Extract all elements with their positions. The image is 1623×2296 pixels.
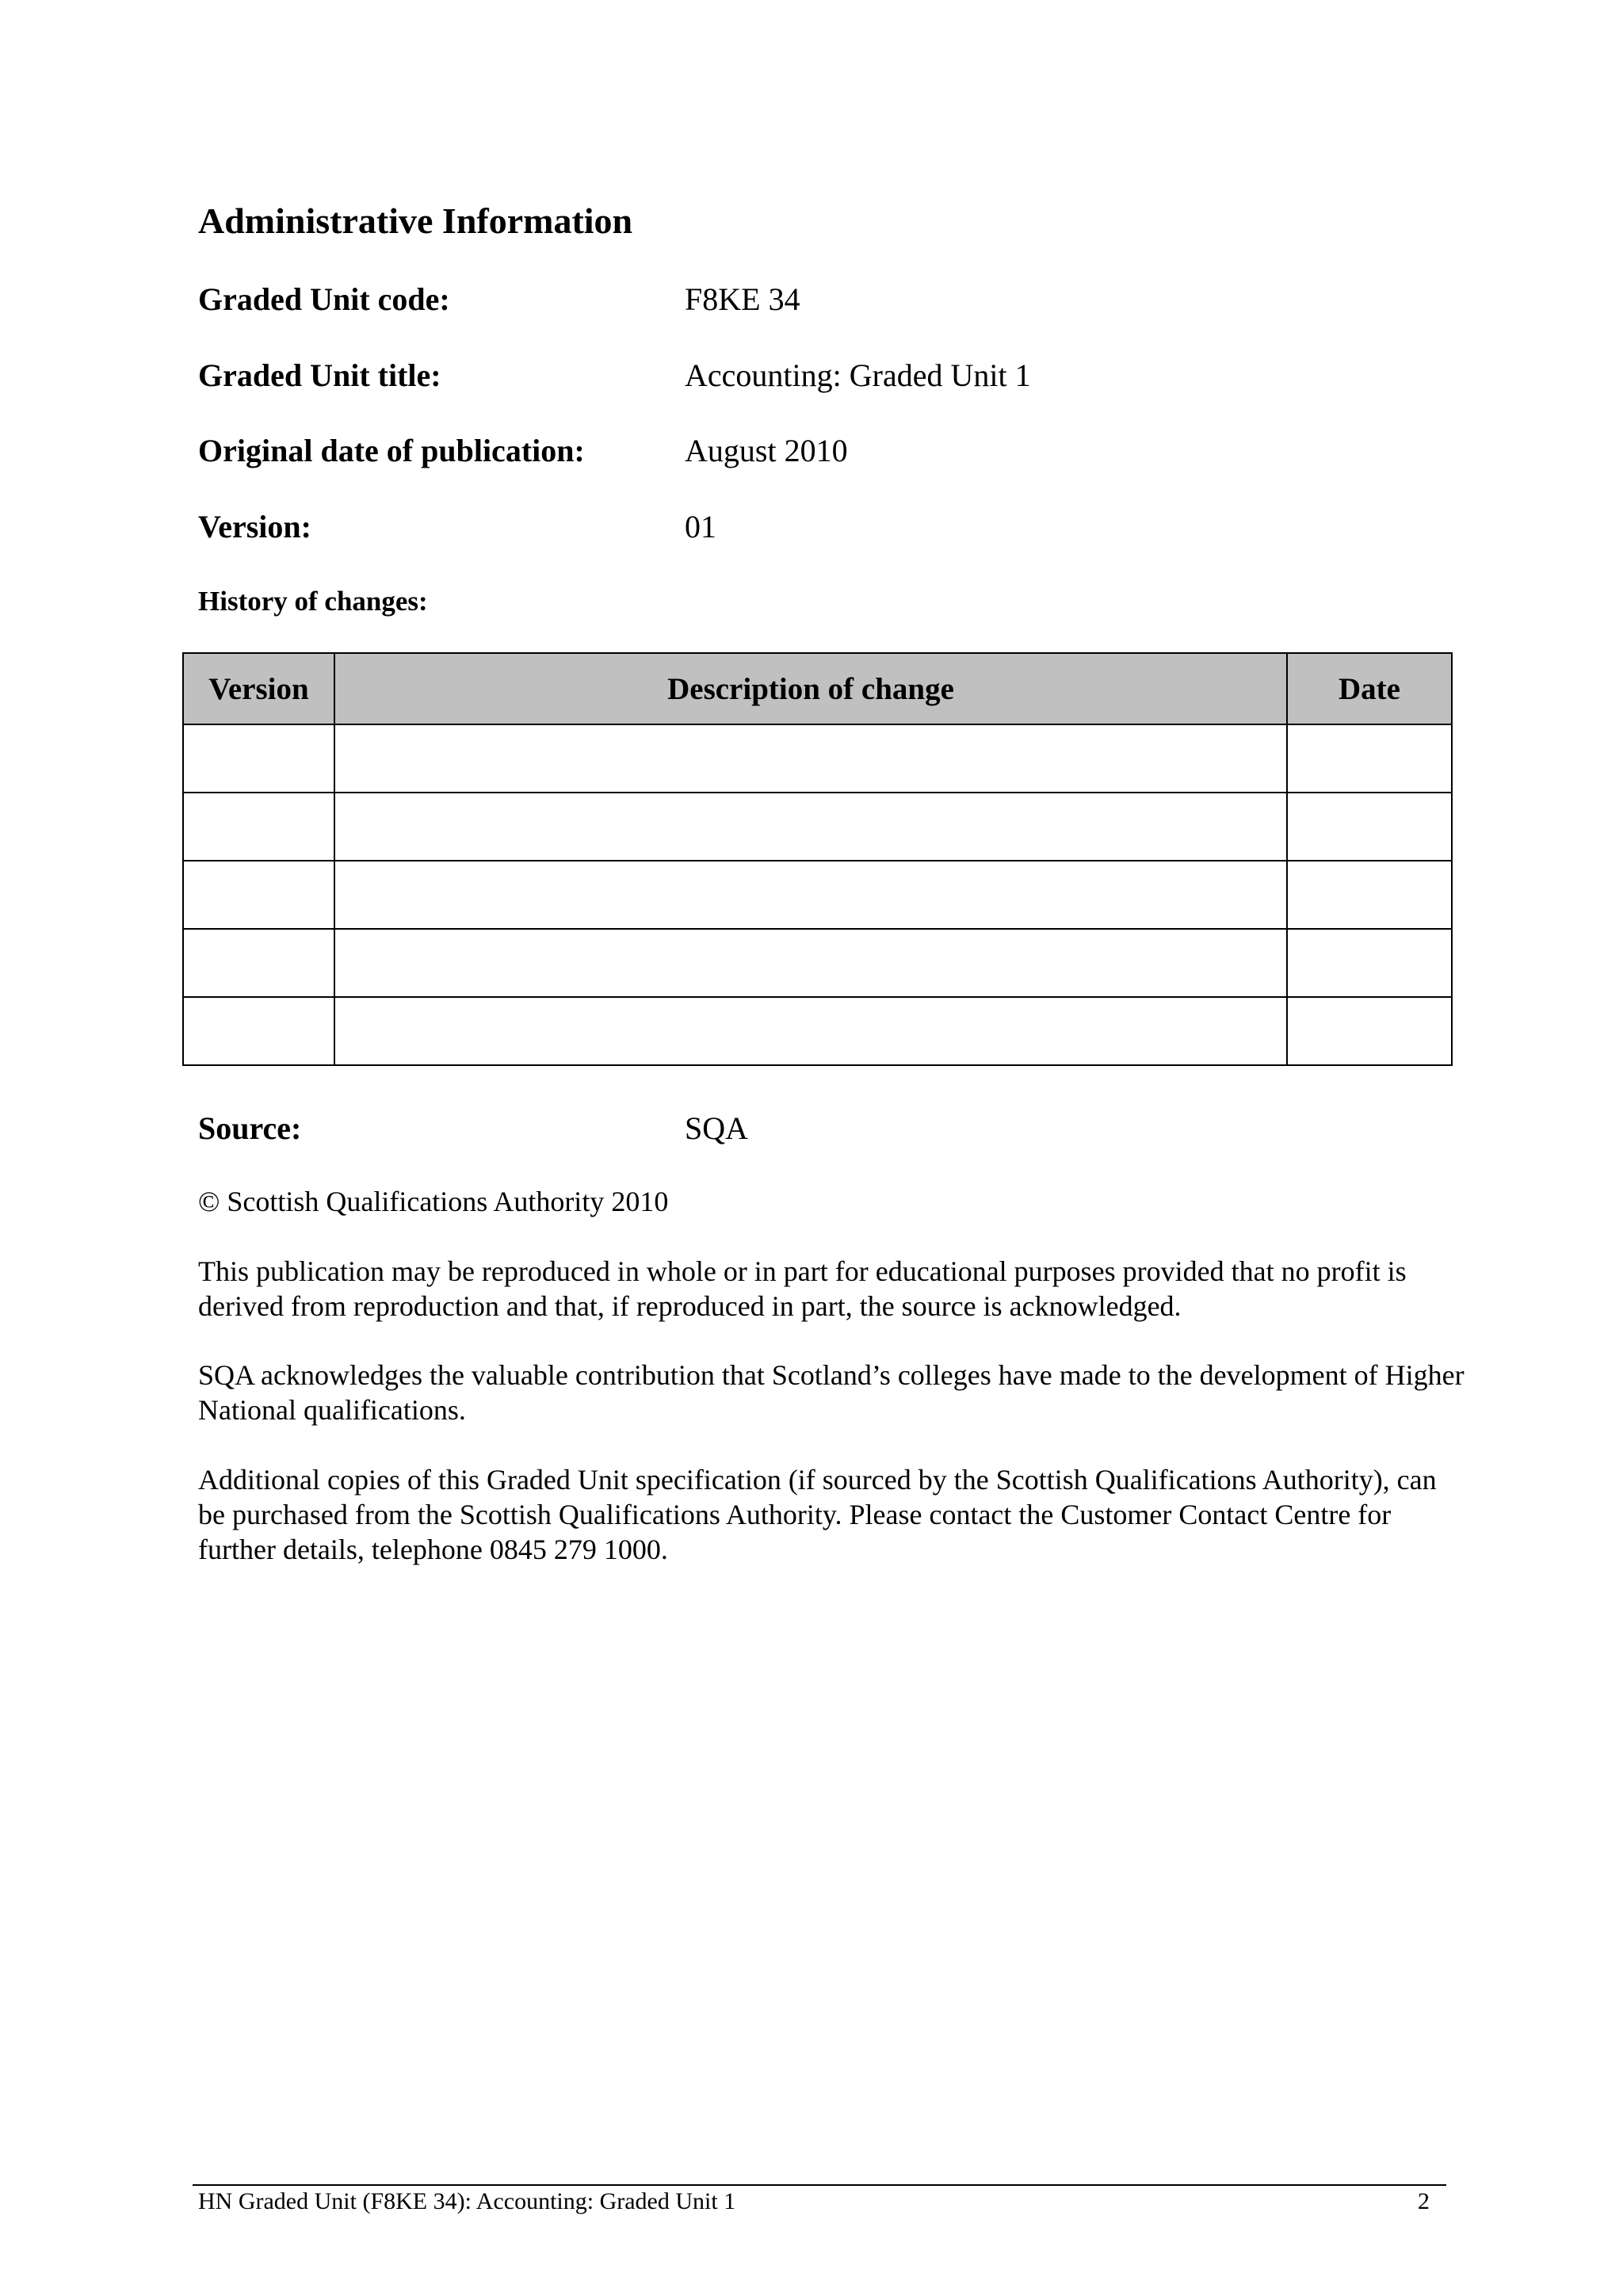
table-cell: [1287, 724, 1452, 793]
table-row: [183, 929, 1452, 997]
column-header-date: Date: [1287, 653, 1452, 724]
table-cell: [183, 793, 334, 861]
copyright-notice: © Scottish Qualifications Authority 2010: [198, 1186, 669, 1217]
table-row: [183, 724, 1452, 793]
column-header-description: Description of change: [334, 653, 1287, 724]
footer-page-number: 2: [1418, 2188, 1430, 2214]
table-cell: [183, 997, 334, 1065]
unit-code-value: F8KE 34: [685, 281, 800, 317]
version-label: Version:: [198, 509, 311, 544]
unit-code-label: Graded Unit code:: [198, 281, 450, 317]
table-cell: [183, 861, 334, 929]
page-title: Administrative Information: [198, 201, 633, 241]
table-header-row: [183, 653, 1452, 724]
table-cell: [1287, 997, 1452, 1065]
reproduction-paragraph: This publication may be reproduced in whole or in part for educational purposes provided that no profit is derived from reproduction and that, if reproduced in part, the source is acknowledged.: [198, 1255, 1407, 1322]
column-header-version: Version: [183, 653, 334, 724]
table-cell: [334, 724, 1287, 793]
table-cell: [334, 861, 1287, 929]
publication-date-value: August 2010: [685, 433, 848, 468]
table-cell: [1287, 929, 1452, 997]
table-cell: [334, 997, 1287, 1065]
table-cell: [183, 724, 334, 793]
source-label: Source:: [198, 1110, 302, 1146]
table-row: [183, 793, 1452, 861]
acknowledgement-paragraph: SQA acknowledges the valuable contribution that Scotland’s colleges have made to the development of Higher National qualifications.: [198, 1359, 1465, 1426]
table-cell: [334, 793, 1287, 861]
footer-document-title: HN Graded Unit (F8KE 34): Accounting: Graded Unit 1: [198, 2188, 736, 2214]
unit-title-label: Graded Unit title:: [198, 357, 441, 393]
table-row: [183, 997, 1452, 1065]
table-cell: [1287, 793, 1452, 861]
publication-date-label: Original date of publication:: [198, 433, 585, 468]
unit-title-value: Accounting: Graded Unit 1: [685, 357, 1031, 393]
history-of-changes-table: [182, 652, 1453, 1066]
table-cell: [334, 929, 1287, 997]
table-cell: [1287, 861, 1452, 929]
table-cell: [183, 929, 334, 997]
history-of-changes-label: History of changes:: [198, 586, 428, 617]
additional-copies-paragraph: Additional copies of this Graded Unit specification (if sourced by the Scottish Qualifications Authority), can be purchased from the Scottish Qualifications Authority. Please contact the Customer Contact Centre for further details, telephone 0845 279 1000.: [198, 1464, 1437, 1565]
version-value: 01: [685, 509, 716, 544]
table-row: [183, 861, 1452, 929]
source-value: SQA: [685, 1110, 749, 1146]
